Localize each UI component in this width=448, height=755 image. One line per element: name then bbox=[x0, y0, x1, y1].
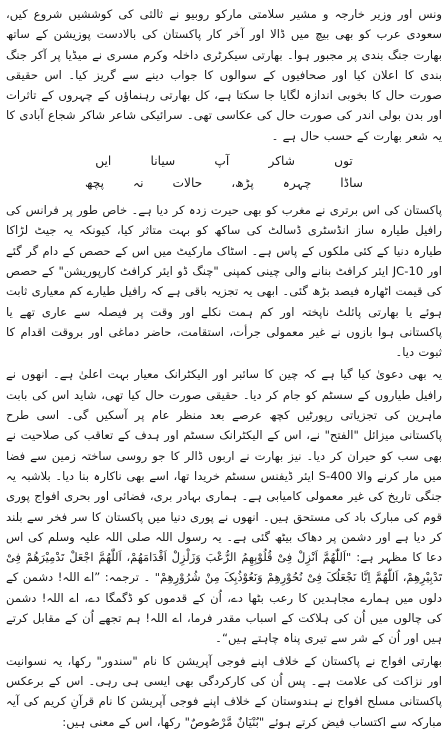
article-paragraph-cyber bbox=[6, 364, 442, 648]
dua-arabic-text: "اَللّٰھُمَّ اَنْزِلْ فِیْ قُلُوْبِھِمُ الرُّعْبَ وَزَلْزِلْ اَقْدَامَھُمْ، اَللّٰھُمَّ اجْعَلْ تَدْمِیْرَھُمْ فِیْ تَدْبِیْرِھِمْ، اَللّٰھُمَّ اِنَّا نَجْعَلُکَ فِیْ نُحُوْرِھِمْ وَنَعُوْذُبِکَ مِنْ شُرُوْرِھِمْ" bbox=[6, 550, 443, 585]
couplet-word: چہرہ bbox=[282, 176, 312, 191]
couplet-word: پچھ bbox=[85, 176, 105, 191]
paragraph-text: یہ بھی دعویٰ کیا گیا ہے کہ چین کا سائبر اور الیکٹرانک معیار بہت اعلیٰ ہے۔ انھوں نے رافیل طیاروں کے سسٹم کو جام کر دیا۔ حقیقی صورت حال کیا تھی، شاید اس کی بابت ماہرین کی تجزیاتی رپورٹیں کچھ عرصے بعد منظر عام پر آسکیں گی۔ اسی طرح پاکستانی میزائل "الفتح" نے، اس کے الیکٹرانک سسٹم اور ہدف کے تعاقب کی صلاحیت نے بھی سب کو حیران کر دیا۔ نیز بھارت نے اربوں ڈالر کا جو روسی ساختہ زمین سے فضا میں مار کرنے والا S-400 ایئر ڈیفنس سسٹم خریدا تھا، اسے بھی ناکارہ بنا دیا۔ بلاشبہ یہ جنگی تاریخ کی غیر معمولی کامیابی ہے۔ ہماری بہادر بری، فضائی اور بحری افواج پوری قوم کی مبارک باد کی مستحق ہیں۔ انھوں نے پوری دنیا میں پاکستان کا سر فخر سے بلند کر دیا ہے اور دشمن پر دھاک بیٹھ گئی ہے۔ یہ رسول اللہ صلی اللہ علیہ وسلم کی اس دعا کا مظہر ہے: bbox=[6, 367, 443, 565]
couplet-word: نہ bbox=[133, 176, 144, 191]
couplet-word: ایں bbox=[95, 154, 112, 169]
article-paragraph-ceasefire: ونس اور وزیر خارجہ و مشیر سلامتی مارکو روبیو نے ثالثی کی کوششیں شروع کیں، سعودی عرب کو بھی بیچ میں ڈالا اور آخر کار پاکستان کی بالادست پوزیشن کے ساتھ بھارت جنگ بندی پر مجبور ہوا۔ بھارتی سیکرٹری داخلہ وکرم مسری نے میڈیا پر آکر جنگ بندی کا اعلان کیا اور صحافیوں کے سوالوں کا جواب دینے سے گریز کیا۔ اس حقیقی صورت حال کا بخوبی اندازہ لگایا جا سکتا ہے، کل بھارتی رہنماؤں کے چہروں کے تاثرات اور بدن بولی اندر کی صورت حال کی عکاسی تھی۔ سرائیکی شاعر شاکر شجاع آبادی کا یہ شعر بھارت کے حسب حال ہے ۔ bbox=[6, 7, 442, 143]
couplet-word: حالات bbox=[172, 176, 203, 191]
couplet-word: توں bbox=[334, 154, 353, 169]
couplet-word: ساڈا bbox=[340, 176, 364, 191]
couplet-line-2 bbox=[6, 172, 442, 194]
couplet-word: سیانا bbox=[150, 154, 176, 169]
couplet-word: آپ bbox=[214, 154, 230, 169]
saraiki-couplet bbox=[6, 150, 442, 194]
dua-translation: ۔ ترجمہ: ”اے اللہ! دشمن کے دلوں میں ہمارے مجاہدین کا رعب بٹھا دے، اُن کے قدموں کو ڈگمگا دے، اے اللہ! دشمن کی چالوں میں اُن کی ہلاکت کے اسباب مقدر فرما، اے اللہ! ہم تجھے اُن کے مقابل کرتے ہیں اور اُن کے شر سے تیری پناہ چاہتے ہیں“۔ bbox=[6, 570, 442, 646]
article-paragraph-rafale: پاکستان کی اس برتری نے مغرب کو بھی حیرت زدہ کر دیا ہے۔ خاص طور پر فرانس کی رافیل طیارہ ساز انڈسٹری ڈسالٹ کی ساکھ کو بہت متاثر کیا، کیونکہ یہ جیٹ لڑاکا طیارہ دنیا کے کئی ملکوں کے پاس ہے۔ اسٹاک مارکیٹ میں اس کے حصص کے دام گر گئے اور JC-10 ایئر کرافٹ بنانے والی چینی کمپنی "چنگ ڈو ایئر کرافٹ کارپوریشن" کے حصص کی قیمت اٹھارہ فیصد بڑھ گئی۔ ابھی یہ تجزیہ باقی ہے کہ رافیل طیارے کم معیاری ثابت ہوئے یا بھارتی پائلٹ ناپختہ اور کم ہمت نکلے اور وقت پر فیصلہ سے عاری تھے یا پاکستانی ہوا بازوں نے غیر معمولی جرأت، استقامت، حاضر دماغی اور بروقت اقدام کا ثبوت دیا۔ bbox=[6, 203, 442, 360]
couplet-word: شاکر bbox=[268, 154, 295, 169]
couplet-line-1 bbox=[6, 150, 442, 172]
couplet-word: پڑھ، bbox=[231, 176, 254, 191]
article-paragraph-operation-names: بھارتی افواج نے پاکستان کے خلاف اپنے فوجی آپریشن کا نام "سندور" رکھا، یہ نسوانیت اور نزاکت کی علامت ہے۔ پس اُن کی کارکردگی بھی ایسی ہی رہی۔ اس کے برعکس پاکستانی مسلح افواج نے ہندوستان کے خلاف اپنے فوجی آپریشن کا نام قرآنِ کریم کی آیہ مبارکہ سے اکتساب فیض کرتے ہوئے "بُنْیَانٌ مَّرْصُوصٌ" رکھا، اس کے معنی ہیں: bbox=[6, 653, 442, 729]
